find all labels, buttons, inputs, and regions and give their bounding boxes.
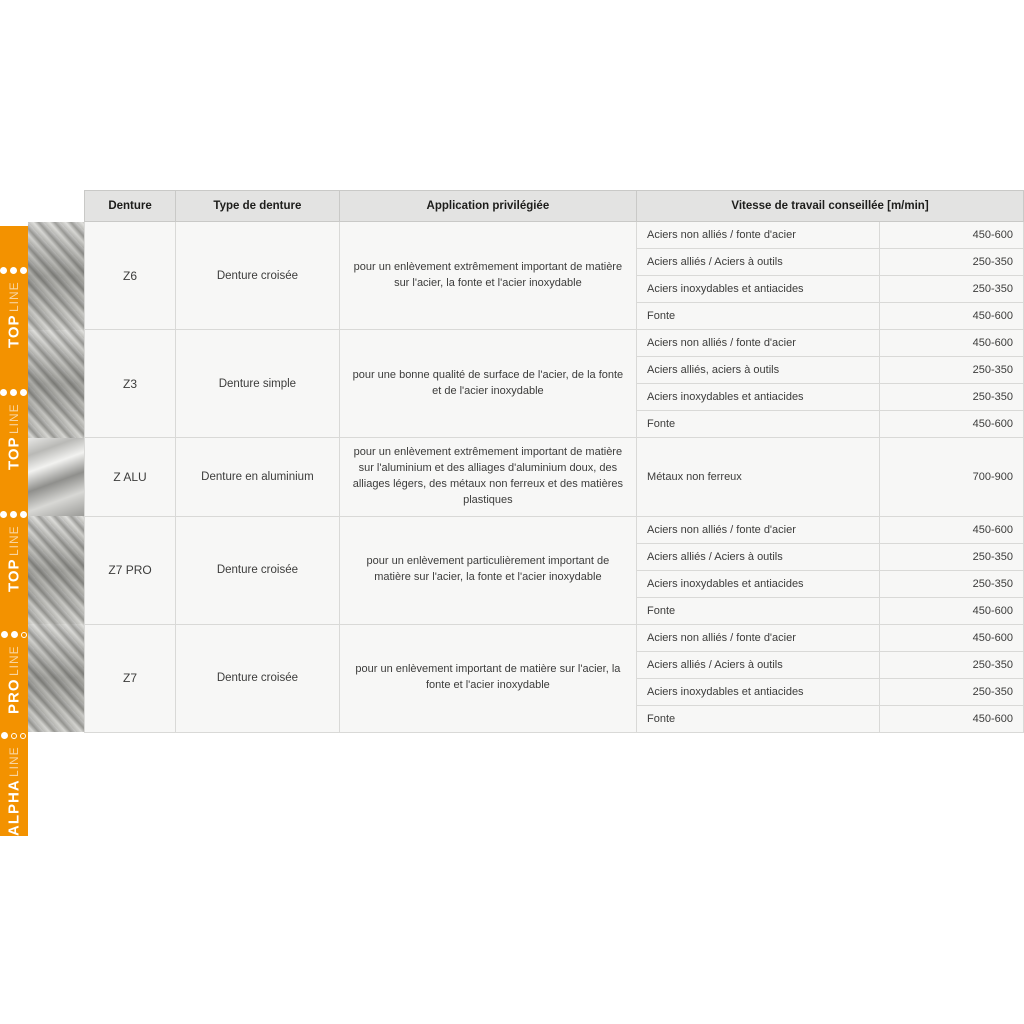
cutter-photo <box>28 624 84 732</box>
cell-speed: 250-350 <box>880 570 1024 597</box>
brand-level-dots <box>1 389 28 396</box>
cell-material: Aciers non alliés / fonte d'acier <box>637 516 880 543</box>
brand-dot <box>21 389 28 396</box>
brand-label-top <box>0 226 28 358</box>
column-header-speed: Vitesse de travail conseillée [m/min] <box>637 191 1024 222</box>
cell-speed: 450-600 <box>880 303 1024 330</box>
cell-speed: 450-600 <box>880 330 1024 357</box>
cell-material: Aciers alliés / Aciers à outils <box>637 651 880 678</box>
brand-dot <box>21 632 27 638</box>
brand-dot <box>11 511 18 518</box>
brand-suffix: LINE <box>7 281 21 313</box>
cutter-photo <box>28 516 84 624</box>
table-row <box>85 438 1024 517</box>
cell-application: pour un enlèvement extrêmement important de matière sur l'acier, la fonte et l'acier inoxydable <box>339 222 636 330</box>
cell-speed: 250-350 <box>880 678 1024 705</box>
brand-dot <box>21 267 28 274</box>
brand-name: PRO <box>5 678 23 714</box>
brand-dot <box>11 389 18 396</box>
cell-denture: Z6 <box>85 222 176 330</box>
brand-dot <box>1 389 8 396</box>
cutter-photo-column <box>28 222 84 733</box>
brand-suffix: LINE <box>7 645 21 677</box>
cell-application: pour une bonne qualité de surface de l'acier, de la fonte et de l'acier inoxydable <box>339 330 636 438</box>
brand-dot <box>11 267 18 274</box>
brand-label-top <box>0 470 28 602</box>
table-body <box>85 222 1024 733</box>
cell-speed: 450-600 <box>880 516 1024 543</box>
brand-name: TOP <box>5 314 23 348</box>
cell-speed: 250-350 <box>880 357 1024 384</box>
column-header-denture: Denture <box>85 191 176 222</box>
cell-speed: 250-350 <box>880 651 1024 678</box>
cell-denture: Z7 PRO <box>85 516 176 624</box>
brand-level-dots <box>1 267 28 274</box>
cell-speed: 450-600 <box>880 597 1024 624</box>
brand-level-dots <box>1 511 28 518</box>
cell-material: Aciers inoxydables et antiacides <box>637 384 880 411</box>
brand-dot <box>1 631 8 638</box>
column-header-application: Application privilégiée <box>339 191 636 222</box>
cell-speed: 450-600 <box>880 411 1024 438</box>
cell-speed: 450-600 <box>880 624 1024 651</box>
cutter-photo <box>28 222 84 330</box>
cell-material: Aciers inoxydables et antiacides <box>637 276 880 303</box>
cell-material: Fonte <box>637 705 880 732</box>
cell-material: Aciers inoxydables et antiacides <box>637 570 880 597</box>
brand-dot <box>21 733 27 739</box>
specification-table <box>84 190 1024 733</box>
cell-denture: Z3 <box>85 330 176 438</box>
cell-material: Aciers alliés, aciers à outils <box>637 357 880 384</box>
cell-type: Denture simple <box>176 330 340 438</box>
cutter-photo <box>28 438 84 517</box>
brand-dot <box>1 511 8 518</box>
brand-name: ALPHA <box>5 779 23 836</box>
brand-dot <box>1 267 8 274</box>
brand-dot <box>2 732 9 739</box>
brand-label-top <box>0 348 28 480</box>
cell-material: Fonte <box>637 411 880 438</box>
cell-speed: 250-350 <box>880 276 1024 303</box>
cell-material: Métaux non ferreux <box>637 438 880 517</box>
table-row <box>85 516 1024 543</box>
cell-speed: 450-600 <box>880 705 1024 732</box>
brand-label-pro <box>0 592 28 724</box>
cell-type: Denture croisée <box>176 516 340 624</box>
cell-denture: Z7 <box>85 624 176 732</box>
cell-material: Fonte <box>637 597 880 624</box>
table-row <box>85 222 1024 249</box>
brand-level-dots <box>1 631 27 638</box>
cell-speed: 700-900 <box>880 438 1024 517</box>
cell-speed: 250-350 <box>880 543 1024 570</box>
cell-application: pour un enlèvement extrêmement important de matière sur l'aluminium et des alliages d'aluminium doux, des alliages légers, des métaux non ferreux et des matières plastiques <box>339 438 636 517</box>
cell-denture: Z ALU <box>85 438 176 517</box>
brand-suffix: LINE <box>7 525 21 557</box>
cell-speed: 250-350 <box>880 249 1024 276</box>
table-header-row <box>85 191 1024 222</box>
brand-name: TOP <box>5 436 23 470</box>
brand-level-dots <box>2 732 27 739</box>
cell-material: Aciers non alliés / fonte d'acier <box>637 330 880 357</box>
brand-strip <box>0 226 28 836</box>
brand-dot <box>11 631 18 638</box>
cell-material: Aciers alliés / Aciers à outils <box>637 249 880 276</box>
brand-name: TOP <box>5 558 23 592</box>
cell-type: Denture croisée <box>176 624 340 732</box>
table-row <box>85 624 1024 651</box>
brand-dot <box>12 733 18 739</box>
brand-dot <box>21 511 28 518</box>
cell-material: Aciers inoxydables et antiacides <box>637 678 880 705</box>
brand-label-alpha <box>0 714 28 846</box>
column-header-type: Type de denture <box>176 191 340 222</box>
cell-type: Denture en aluminium <box>176 438 340 517</box>
cell-type: Denture croisée <box>176 222 340 330</box>
cell-speed: 450-600 <box>880 222 1024 249</box>
cell-speed: 250-350 <box>880 384 1024 411</box>
cell-material: Fonte <box>637 303 880 330</box>
brand-suffix: LINE <box>7 746 21 778</box>
brand-suffix: LINE <box>7 403 21 435</box>
cell-application: pour un enlèvement particulièrement important de matière sur l'acier, la fonte et l'acier inoxydable <box>339 516 636 624</box>
cell-material: Aciers non alliés / fonte d'acier <box>637 624 880 651</box>
cell-application: pour un enlèvement important de matière sur l'acier, la fonte et l'acier inoxydable <box>339 624 636 732</box>
cutter-photo <box>28 330 84 438</box>
table-header <box>85 191 1024 222</box>
cell-material: Aciers non alliés / fonte d'acier <box>637 222 880 249</box>
table-row <box>85 330 1024 357</box>
cell-material: Aciers alliés / Aciers à outils <box>637 543 880 570</box>
